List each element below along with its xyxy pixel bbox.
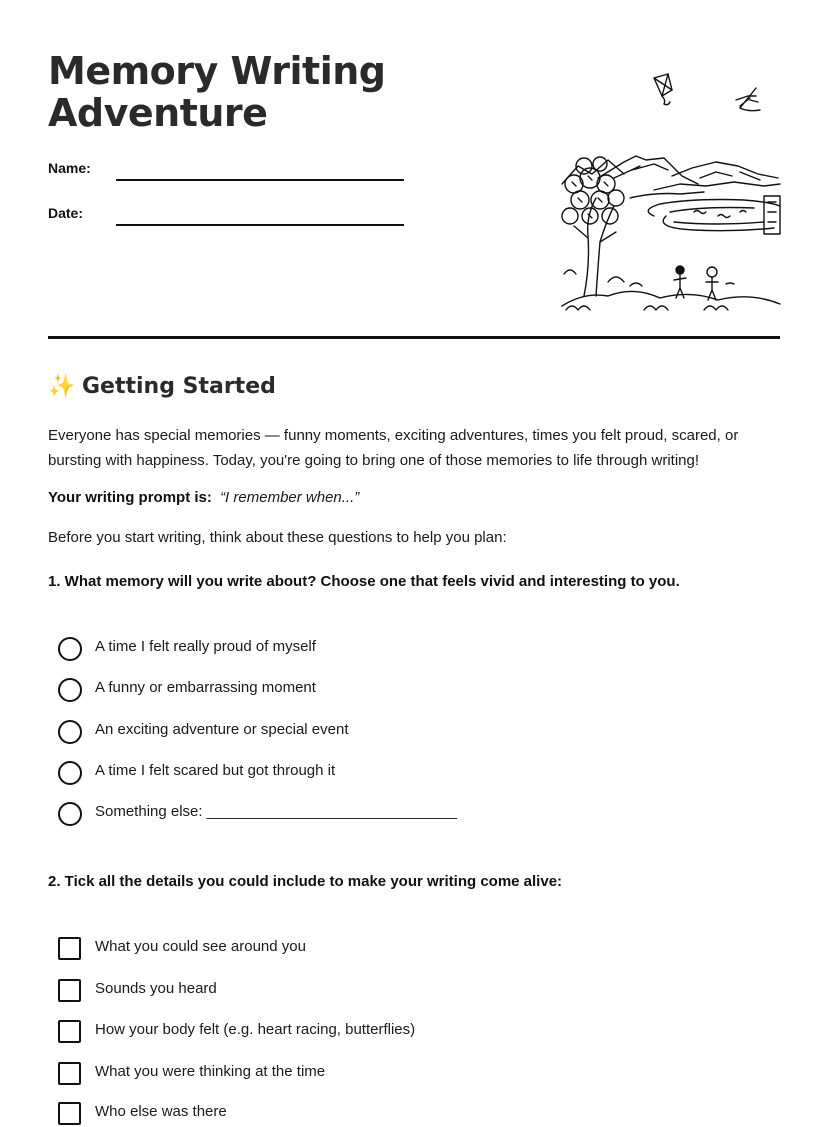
dragonfly-icon (736, 88, 760, 111)
option-label: A funny or embarrassing moment (95, 679, 316, 696)
detail-option-body[interactable] (58, 1019, 658, 1045)
getting-started-heading (48, 374, 276, 399)
intro-paragraph: Everyone has special memories — funny moments, exciting adventures, times you felt proud, scared, or bursting with happiness. Today, you're going to bring one of those memories to life through writing! (48, 427, 739, 469)
name-label: Name: (48, 160, 91, 176)
memory-option-proud[interactable] (58, 636, 658, 662)
title-line-1: Memory Writing (48, 49, 386, 93)
memory-option-other[interactable] (58, 801, 658, 827)
radio-button[interactable] (58, 678, 82, 702)
option-label: Sounds you heard (95, 980, 217, 997)
option-label: A time I felt really proud of myself (95, 638, 316, 655)
option-label: Who else was there (95, 1103, 227, 1120)
checkbox[interactable] (58, 979, 81, 1002)
ground-line (562, 291, 780, 306)
detail-option-see[interactable] (58, 936, 658, 962)
river-icon (648, 196, 780, 234)
radio-button[interactable] (58, 761, 82, 785)
checkbox[interactable] (58, 1020, 81, 1043)
question-1: 1. What memory will you write about? Choose one that feels vivid and interesting to you. (48, 573, 680, 590)
option-label: What you could see around you (95, 938, 306, 955)
name-field[interactable] (48, 160, 408, 184)
plan-instructions: Before you start writing, think about these questions to help you plan: (48, 529, 507, 546)
date-label: Date: (48, 205, 84, 221)
sparkles-icon: ✨ (48, 374, 76, 399)
worksheet-title (48, 50, 468, 134)
detail-option-sounds[interactable] (58, 978, 658, 1004)
radio-button[interactable] (58, 637, 82, 661)
children-icon (674, 266, 734, 300)
checkbox[interactable] (58, 1062, 81, 1085)
kite-icon (654, 74, 672, 105)
date-write-line[interactable] (116, 224, 404, 226)
section-heading-text: Getting Started (82, 374, 276, 399)
detail-option-thinking[interactable] (58, 1061, 658, 1087)
memory-option-adventure[interactable] (58, 719, 658, 745)
option-label: An exciting adventure or special event (95, 721, 349, 738)
memory-option-scared[interactable] (58, 760, 658, 786)
checkbox[interactable] (58, 937, 81, 960)
date-field[interactable] (48, 205, 408, 229)
memory-option-funny[interactable] (58, 677, 658, 703)
prompt-label: Your writing prompt is: (48, 489, 212, 506)
option-label: Something else: ______________________________ (95, 803, 457, 820)
title-line-2: Adventure (48, 91, 268, 135)
checkbox[interactable] (58, 1102, 81, 1125)
header-divider (48, 336, 780, 339)
prompt-text: “I remember when...” (220, 489, 360, 506)
writing-prompt (48, 489, 359, 506)
landscape-illustration-icon (504, 66, 784, 316)
name-write-line[interactable] (116, 179, 404, 181)
option-label: What you were thinking at the time (95, 1063, 326, 1080)
detail-option-who[interactable] (58, 1101, 658, 1127)
option-label: A time I felt scared but got through it (95, 762, 336, 779)
question-2: 2. Tick all the details you could include to make your writing come alive: (48, 873, 563, 890)
radio-button[interactable] (58, 720, 82, 744)
mountains-icon (562, 156, 780, 198)
option-label: How your body felt (e.g. heart racing, butterflies) (95, 1021, 416, 1038)
radio-button[interactable] (58, 802, 82, 826)
